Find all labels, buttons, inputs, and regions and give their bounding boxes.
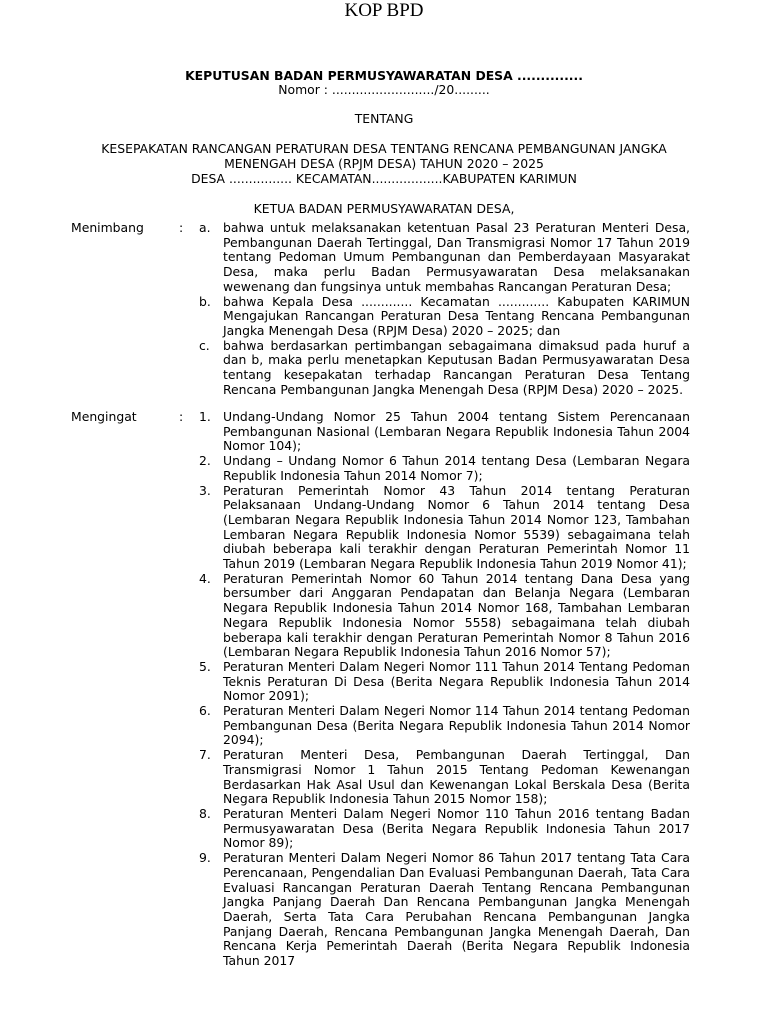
mengingat-item [199,747,690,807]
item-text: bahwa Kepala Desa ............. Kecamatan ............. Kabupaten KARIMUN Mengajukan Rancangan Peraturan Desa Tentang Rencana Pembangunan Jangka Menengah Desa (RPJM Desa) 2020 – 2025; dan [223,293,690,338]
subject-line-3: DESA ................ KECAMATAN..................KABUPATEN KARIMUN [191,171,577,186]
decree-number: Nomor : ........................../20......... [278,82,490,97]
menimbang-list [199,220,690,397]
mengingat-item [199,453,690,483]
menimbang-label: Menimbang [71,220,144,235]
mengingat-item [199,482,690,572]
menimbang-item [199,220,690,295]
item-marker: 8. [199,805,211,821]
item-marker: 4. [199,570,211,586]
item-text: Peraturan Menteri Dalam Negeri Nomor 114 Tahun 2014 tentang Pedoman Pembangunan Desa (Berita Negara Republik Indonesia Tahun 2014 Nomor 2094); [223,703,690,748]
item-marker: c. [199,337,210,353]
mengingat-list [199,409,690,969]
item-marker: 1. [199,409,211,424]
menimbang-colon: : [179,220,184,235]
item-marker: b. [199,293,211,309]
mengingat-item [199,658,690,704]
item-text: Peraturan Pemerintah Nomor 43 Tahun 2014 tentang Peraturan Pelaksanaan Undang-Undang Nomor 6 Tahun 2014 tentang Desa (Lembaran Negara Republik Indonesia Tahun 2014 Nomor 123, Tambahan Lembaran Negara Republik Indonesia Nomor 5539) sebagaimana telah diubah beberapa kali terakhir dengan Peraturan Pemerintah Nomor 11 Tahun 2019 (Lembaran Negara Republik Indonesia Tahun 2019 Nomor 41); [223,482,690,572]
item-marker: a. [199,220,211,235]
subject-line-1: KESEPAKATAN RANCANGAN PERATURAN DESA TENTANG RENCANA PEMBANGUNAN JANGKA [101,141,667,156]
decree-title: KEPUTUSAN BADAN PERMUSYAWARATAN DESA .............. [185,68,583,83]
item-text: Peraturan Menteri Dalam Negeri Nomor 86 Tahun 2017 tentang Tata Cara Perencanaan, Pengendalian Dan Evaluasi Pembangunan Daerah, Tata Cara Evaluasi Rancangan Peraturan Daerah Tentang Rencana Pembangunan Jangka Panjang Daerah Dan Rencana Pembangunan Jangka Menengah Daerah, Serta Tata Cara Perubahan Rencana Pembangunan Jangka Panjang Daerah, Rencana Pembangunan Jangka Menengah Daerah, Dan Rencana Kerja Pemerintah Daerah (Berita Negara Republik Indonesia Tahun 2017 [223,850,690,969]
tentang-heading: TENTANG [354,111,414,126]
item-text: Peraturan Menteri Dalam Negeri Nomor 110 Tahun 2016 tentang Badan Permusyawaratan Desa (Berita Negara Republik Indonesia Tahun 2017 Nomor 89); [223,805,690,851]
mengingat-item [199,570,690,660]
subject-line-2: MENENGAH DESA (RPJM DESA) TAHUN 2020 – 2025 [224,156,544,171]
mengingat-colon: : [179,409,184,424]
item-text: Peraturan Menteri Dalam Negeri Nomor 111 Tahun 2014 Tentang Pedoman Teknis Peraturan Di Desa (Berita Negara Republik Indonesia Tahun 2014 Nomor 2091); [223,658,690,704]
item-text: Undang-Undang Nomor 25 Tahun 2004 tentang Sistem Perencanaan Pembangunan Nasional (Lembaran Negara Republik Indonesia Tahun 2004 Nomor 104); [223,409,690,454]
mengingat-item [199,409,690,454]
letterhead-placeholder: KOP BPD [344,0,424,21]
item-text: bahwa berdasarkan pertimbangan sebagaimana dimaksud pada huruf a dan b, maka perlu menetapkan Keputusan Badan Permusyawaratan Desa tentang kesepakatan terhadap Rancangan Peraturan Desa Tentang Rencana Pembangunan Jangka Menengah Desa (RPJM Desa) 2020 – 2025. [223,337,690,397]
mengingat-label: Mengingat [71,409,137,424]
item-marker: 6. [199,703,211,719]
decree-subject [0,141,768,186]
item-marker: 3. [199,482,211,498]
item-marker: 2. [199,453,211,469]
item-text: Peraturan Menteri Desa, Pembangunan Daerah Tertinggal, Dan Transmigrasi Nomor 1 Tahun 2015 Tentang Pedoman Kewenangan Berdasarkan Hak Asal Usul dan Kewenangan Lokal Berskala Desa (Berita Negara Republik Indonesia Tahun 2015 Nomor 158); [223,747,690,807]
item-marker: 5. [199,658,211,674]
item-marker: 9. [199,850,211,866]
item-text: bahwa untuk melaksanakan ketentuan Pasal 23 Peraturan Menteri Desa, Pembangunan Daerah Tertinggal, Dan Transmigrasi Nomor 17 Tahun 2019 tentang Pedoman Umum Pembangunan dan Pemberdayaan Masyarakat Desa, maka perlu Badan Permusyawaratan Desa melaksanakan wewenang dan fungsinya untuk membahas Rancangan Peraturan Desa; [223,220,690,294]
mengingat-item [199,850,690,969]
item-text: Undang – Undang Nomor 6 Tahun 2014 tentang Desa (Lembaran Negara Republik Indonesia Tahun 2014 Nomor 7); [223,453,690,483]
menimbang-item [199,337,690,398]
issuer-heading: KETUA BADAN PERMUSYAWARATAN DESA, [253,201,515,216]
item-text: Peraturan Pemerintah Nomor 60 Tahun 2014 tentang Dana Desa yang bersumber dari Anggaran Pendapatan dan Belanja Negara (Lembaran Negara Republik Indonesia Tahun 2014 Nomor 168, Tambahan Lembaran Negara Republik Indonesia Nomor 5558) sebagaimana telah diubah beberapa kali terakhir dengan Peraturan Pemerintah Nomor 8 Tahun 2016 (Lembaran Negara Republik Indonesia Tahun 2016 Nomor 57); [223,570,690,660]
item-marker: 7. [199,747,211,763]
mengingat-item [199,703,690,748]
menimbang-item [199,293,690,339]
mengingat-item [199,805,690,851]
